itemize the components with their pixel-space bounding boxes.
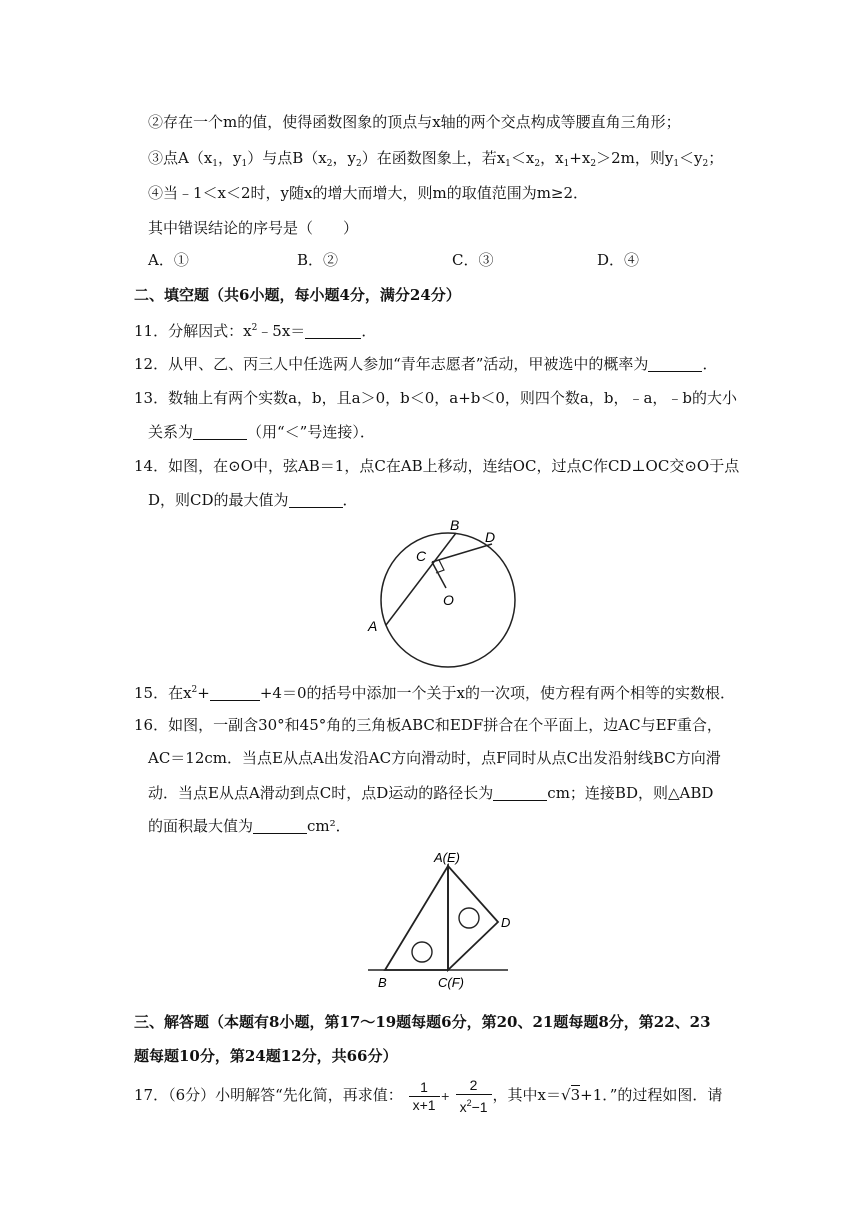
hole-abc xyxy=(412,942,432,962)
segment-oc xyxy=(432,562,446,588)
option-d: D．④ xyxy=(597,251,640,269)
figure-16-triangles xyxy=(360,846,530,996)
option-c: C．③ xyxy=(452,251,494,269)
conclusion-2: ②存在一个m的值，使得函数图象的顶点与x轴的两个交点构成等腰直角三角形； xyxy=(148,113,681,131)
question-16-line-2: AC＝12cm．当点E从点A出发沿AC方向滑动时，点F同时从点C出发沿射线BC方向滑 xyxy=(148,749,721,767)
sqrt-symbol: √ xyxy=(561,1086,571,1104)
question-16-line-3: 动．当点E从点A滑动到点C时，点D运动的路径长为 cm；连接BD，则△ABD xyxy=(148,784,714,802)
label-d: D xyxy=(501,915,511,930)
section-3-heading-line-2: 题每题10分，第24题12分，共66分） xyxy=(134,1047,398,1065)
fraction-2: $\frac{2}{x^2-1}$ xyxy=(456,1077,492,1116)
figure-14-circle xyxy=(360,512,530,672)
fraction-1: $\frac{1}{x+1}$ xyxy=(409,1079,440,1114)
label-d: D xyxy=(485,529,496,545)
question-17: 17．（6分）小明解答“先化简，再求值： $\frac{1}{x+1}$ + $\frac{2}{x^2-1}$ ，其中x＝√3+1．”的过程如图．请 xyxy=(134,1076,723,1115)
triangle-edf xyxy=(448,866,498,970)
label-a: A xyxy=(368,618,378,634)
hole-edf xyxy=(459,908,479,928)
section-2-heading: 二、填空题（共6小题，每小题4分，满分24分） xyxy=(134,286,461,304)
question-14-line-2: D，则CD的最大值为 ． xyxy=(148,491,358,509)
question-15: 15．在$x^2+ +4=0$的括号中添加一个关于x的一次项，使方程有两个相等的实数根． xyxy=(134,684,735,702)
answer-blank[interactable] xyxy=(253,818,307,834)
label-ae: A(E) xyxy=(434,850,460,865)
answer-blank[interactable] xyxy=(305,323,361,339)
question-13-line-1: 13．数轴上有两个实数a，b，且a＞0，b＜0，a+b＜0，则四个数a，b，﹣a，﹣b的大小 xyxy=(134,389,738,407)
question-14-line-1: 14．如图，在⊙O中，弦AB＝1，点C在AB上移动，连结OC，过点C作CD⊥OC交⊙O于点 xyxy=(134,457,740,475)
question-11: 11．分解因式：$x^2﹣5x=$ ． xyxy=(134,322,377,340)
triangle-abc xyxy=(385,866,448,970)
answer-blank[interactable] xyxy=(289,492,343,508)
chord-ab xyxy=(386,533,456,625)
question-16-line-1: 16．如图，一副含30°和45°角的三角板ABC和EDF拼合在个平面上，边AC与EF重合， xyxy=(134,716,722,734)
answer-blank[interactable] xyxy=(493,785,547,801)
answer-blank[interactable] xyxy=(193,424,247,440)
question-ask: 其中错误结论的序号是（ ） xyxy=(148,219,359,237)
conclusion-4: ④当﹣1＜x＜2时，y随x的增大而增大，则m的取值范围为m≥2． xyxy=(148,184,589,202)
label-c: C xyxy=(416,548,427,564)
answer-blank[interactable] xyxy=(648,356,702,372)
question-16-line-4: 的面积最大值为 cm²． xyxy=(148,817,351,835)
question-13-line-2: 关系为 （用“＜”号连接）． xyxy=(148,423,375,441)
label-o: O xyxy=(443,592,454,608)
section-3-heading-line-1: 三、解答题（本题有8小题，第17～19题每题6分，第20、21题每题8分，第22、23 xyxy=(134,1013,711,1031)
label-b: B xyxy=(450,517,460,533)
question-12: 12．从甲、乙、丙三人中任选两人参加“青年志愿者”活动，甲被选中的概率为 ． xyxy=(134,355,718,373)
label-cf: C(F) xyxy=(438,975,464,990)
label-b: B xyxy=(378,975,387,990)
conclusion-3: ③点$A(x_1$，$y_1$）与点$B(x_2$，$y_2$）在函数图象上，若$x_1<x_2$，$x_1+x_2>2m$，则$y_1<y_2$； xyxy=(148,149,724,169)
option-a: A．① xyxy=(148,251,189,269)
answer-blank[interactable] xyxy=(210,685,260,701)
option-b: B．② xyxy=(297,251,339,269)
